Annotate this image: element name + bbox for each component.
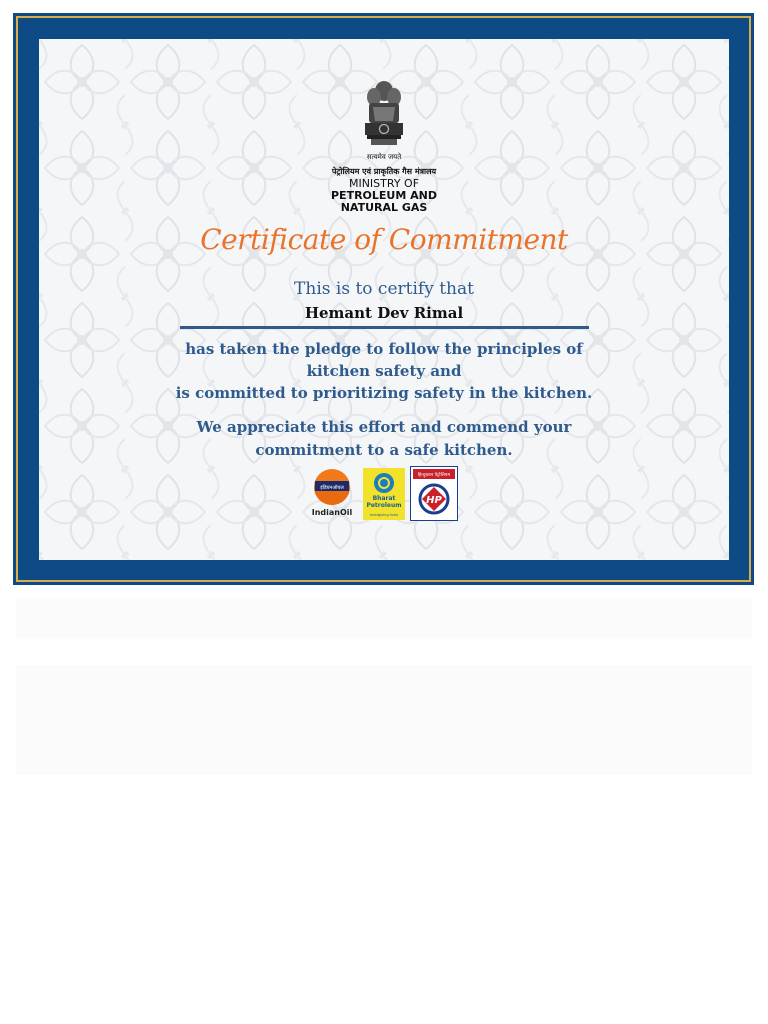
name-underline — [180, 326, 589, 329]
hindustan-petroleum-logo — [410, 466, 458, 521]
ministry-name — [284, 178, 484, 214]
recipient-name: Hemant Dev Rimal — [304, 304, 464, 322]
pledge-line-2: kitchen safety and — [306, 362, 462, 380]
faint-band-2 — [16, 665, 752, 775]
appreciation-text — [159, 416, 609, 462]
indianoil-label: IndianOil — [311, 508, 353, 517]
bharat-line-1: Bharat — [372, 495, 396, 502]
ministry-line-1: MINISTRY OF — [348, 177, 420, 190]
bharat-tagline: energising lives — [369, 513, 399, 517]
emblem-motto: सत्यमेव जयते — [366, 153, 402, 161]
certificate-title: Certificate of Commitment — [200, 223, 568, 256]
appreciation-line-1: We appreciate this effort and commend your — [196, 418, 572, 436]
appreciation-line-2: commitment to a safe kitchen. — [255, 441, 513, 459]
bharat-line-2: Petroleum — [366, 502, 402, 509]
indianoil-hindi: इंडियनऑयल — [320, 485, 344, 491]
ministry-line-3: NATURAL GAS — [340, 201, 428, 214]
ministry-line-2: PETROLEUM AND — [331, 189, 437, 202]
hp-icon — [410, 466, 458, 521]
national-emblem-icon — [359, 77, 409, 155]
bharat-petroleum-logo — [363, 468, 405, 520]
pledge-line-3: is committed to prioritizing safety in the kitchen. — [175, 384, 593, 402]
indianoil-logo — [310, 468, 354, 520]
sponsor-logos — [39, 466, 729, 526]
hp-hindi: हिन्दुस्तान पेट्रोलियम — [417, 473, 451, 478]
indianoil-icon — [310, 468, 354, 508]
hp-label: HP — [426, 495, 442, 506]
pledge-line-1: has taken the pledge to follow the principles of — [185, 340, 583, 358]
pledge-text — [159, 338, 609, 404]
certificate-frame — [13, 13, 754, 585]
ministry-name-hindi: पेट्रोलियम एवं प्राकृतिक गैस मंत्रालय — [331, 167, 437, 176]
faint-band-1 — [16, 598, 752, 638]
bharat-petroleum-icon — [363, 468, 405, 520]
certify-text: This is to certify that — [294, 279, 474, 299]
certificate-panel — [39, 39, 729, 560]
